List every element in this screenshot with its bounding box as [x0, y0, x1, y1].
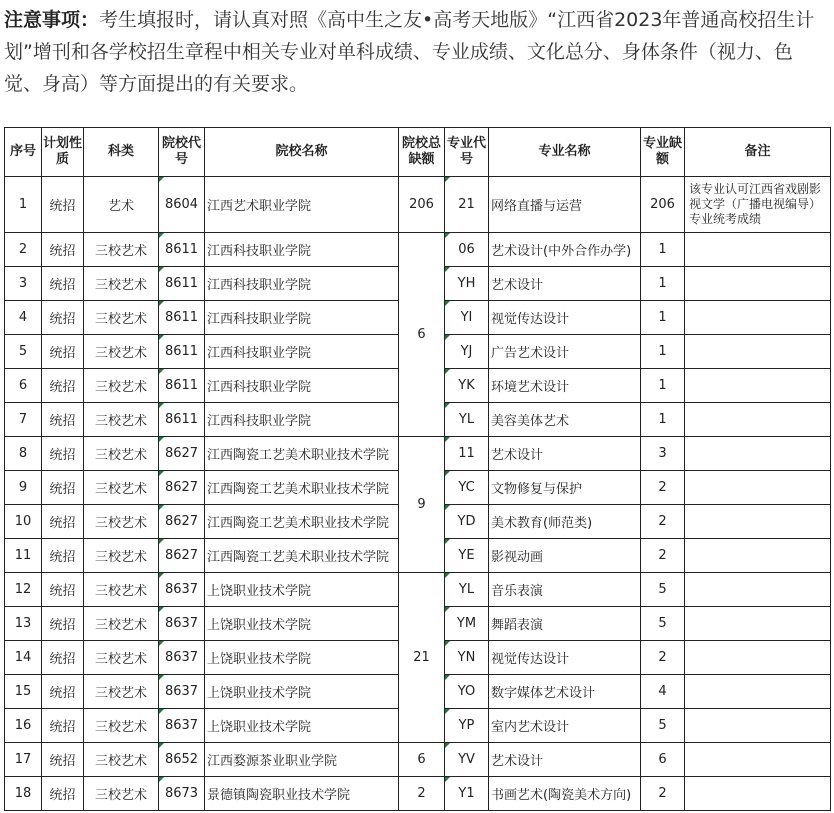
cell-nature: 统招: [42, 233, 84, 267]
cell-category: 三校艺术: [84, 369, 159, 403]
cell-seq: 5: [5, 335, 42, 369]
cell-major-vacancy: 206: [641, 177, 685, 233]
cell-category: 三校艺术: [84, 267, 159, 301]
cell-major-vacancy: 1: [641, 403, 685, 437]
cell-school-code: 8637: [159, 641, 205, 675]
cell-school-name: 江西艺术职业学院: [205, 177, 399, 233]
cell-nature: 统招: [42, 471, 84, 505]
cell-remark: [685, 369, 831, 403]
table-row: [5, 573, 831, 607]
cell-remark: [685, 505, 831, 539]
cell-school-vacancy: 206: [399, 177, 445, 233]
cell-category: 三校艺术: [84, 777, 159, 811]
cell-seq: 12: [5, 573, 42, 607]
cell-major-vacancy: 1: [641, 233, 685, 267]
cell-major-name: 环境艺术设计: [489, 369, 641, 403]
cell-major-vacancy: 3: [641, 437, 685, 471]
cell-major-name: 室内艺术设计: [489, 709, 641, 743]
cell-seq: 16: [5, 709, 42, 743]
cell-school-code: 8611: [159, 301, 205, 335]
cell-category: 三校艺术: [84, 301, 159, 335]
cell-major-code: YL: [445, 573, 489, 607]
cell-seq: 18: [5, 777, 42, 811]
cell-major-name: 艺术设计: [489, 437, 641, 471]
cell-school-code: 8611: [159, 335, 205, 369]
cell-remark: [685, 437, 831, 471]
cell-school-name: 江西科技职业学院: [205, 369, 399, 403]
cell-major-code: YV: [445, 743, 489, 777]
cell-category: 三校艺术: [84, 675, 159, 709]
cell-major-code: 21: [445, 177, 489, 233]
cell-nature: 统招: [42, 505, 84, 539]
table-row: [5, 777, 831, 811]
cell-major-name: 美容美体艺术: [489, 403, 641, 437]
cell-remark: [685, 267, 831, 301]
header-seq: 序号: [5, 128, 42, 177]
cell-major-code: Y1: [445, 777, 489, 811]
cell-school-vacancy: 6: [399, 743, 445, 777]
cell-major-name: 文物修复与保护: [489, 471, 641, 505]
cell-major-vacancy: 5: [641, 607, 685, 641]
cell-major-vacancy: 1: [641, 369, 685, 403]
cell-major-code: YN: [445, 641, 489, 675]
cell-seq: 11: [5, 539, 42, 573]
cell-category: 三校艺术: [84, 233, 159, 267]
cell-nature: 统招: [42, 573, 84, 607]
cell-remark: [685, 607, 831, 641]
cell-remark: [685, 573, 831, 607]
cell-remark: [685, 641, 831, 675]
cell-major-name: 舞蹈表演: [489, 607, 641, 641]
cell-nature: 统招: [42, 177, 84, 233]
cell-major-name: 书画艺术(陶瓷美术方向): [489, 777, 641, 811]
cell-school-code: 8637: [159, 709, 205, 743]
cell-school-name: 上饶职业技术学院: [205, 573, 399, 607]
table-row: [5, 743, 831, 777]
cell-category: 三校艺术: [84, 403, 159, 437]
cell-major-name: 网络直播与运营: [489, 177, 641, 233]
cell-school-name: 江西科技职业学院: [205, 335, 399, 369]
cell-major-code: YM: [445, 607, 489, 641]
cell-category: 三校艺术: [84, 437, 159, 471]
cell-major-name: 影视动画: [489, 539, 641, 573]
cell-major-code: YE: [445, 539, 489, 573]
cell-nature: 统招: [42, 403, 84, 437]
cell-remark: [685, 539, 831, 573]
cell-major-vacancy: 1: [641, 267, 685, 301]
cell-major-code: YD: [445, 505, 489, 539]
cell-school-code: 8627: [159, 539, 205, 573]
cell-remark: [685, 675, 831, 709]
cell-seq: 3: [5, 267, 42, 301]
cell-category: 艺术: [84, 177, 159, 233]
cell-major-name: 音乐表演: [489, 573, 641, 607]
cell-nature: 统招: [42, 743, 84, 777]
cell-seq: 6: [5, 369, 42, 403]
header-major-name: 专业名称: [489, 128, 641, 177]
cell-major-vacancy: 2: [641, 777, 685, 811]
cell-school-name: 上饶职业技术学院: [205, 641, 399, 675]
cell-seq: 9: [5, 471, 42, 505]
cell-major-code: YO: [445, 675, 489, 709]
cell-major-vacancy: 1: [641, 335, 685, 369]
table-header-row: [5, 128, 831, 177]
cell-category: 三校艺术: [84, 607, 159, 641]
cell-school-code: 8604: [159, 177, 205, 233]
vacancy-table: [4, 127, 831, 811]
cell-school-code: 8637: [159, 573, 205, 607]
cell-major-name: 艺术设计: [489, 267, 641, 301]
cell-major-name: 视觉传达设计: [489, 301, 641, 335]
cell-school-name: 江西陶瓷工艺美术职业技术学院: [205, 505, 399, 539]
cell-school-name: 江西科技职业学院: [205, 301, 399, 335]
cell-school-name: 江西婺源茶业职业学院: [205, 743, 399, 777]
cell-seq: 2: [5, 233, 42, 267]
cell-major-vacancy: 1: [641, 301, 685, 335]
cell-category: 三校艺术: [84, 539, 159, 573]
cell-school-code: 8627: [159, 471, 205, 505]
cell-school-name: 江西陶瓷工艺美术职业技术学院: [205, 437, 399, 471]
cell-school-code: 8637: [159, 675, 205, 709]
cell-school-name: 江西陶瓷工艺美术职业技术学院: [205, 471, 399, 505]
cell-major-code: YL: [445, 403, 489, 437]
cell-school-code: 8611: [159, 369, 205, 403]
cell-school-code: 8627: [159, 505, 205, 539]
cell-major-vacancy: 2: [641, 641, 685, 675]
cell-major-vacancy: 2: [641, 539, 685, 573]
cell-school-code: 8611: [159, 403, 205, 437]
cell-remark: 该专业认可江西省戏剧影视文学（广播电视编导）专业统考成绩: [685, 177, 831, 233]
notice-paragraph: [4, 4, 828, 100]
cell-remark: [685, 743, 831, 777]
cell-seq: 14: [5, 641, 42, 675]
cell-major-vacancy: 2: [641, 471, 685, 505]
cell-nature: 统招: [42, 301, 84, 335]
cell-school-name: 上饶职业技术学院: [205, 709, 399, 743]
table-row: [5, 233, 831, 267]
cell-seq: 17: [5, 743, 42, 777]
notice-text: 考生填报时，请认真对照《高中生之友•高考天地版》“江西省2023年普通高校招生计划”增刊和各学校招生章程中相关专业对单科成绩、专业成绩、文化总分、身体条件（视力、色觉、身高）等方面提出的有关要求。: [4, 9, 815, 95]
cell-category: 三校艺术: [84, 573, 159, 607]
cell-nature: 统招: [42, 607, 84, 641]
cell-seq: 7: [5, 403, 42, 437]
cell-nature: 统招: [42, 709, 84, 743]
cell-major-code: 11: [445, 437, 489, 471]
cell-major-name: 艺术设计(中外合作办学): [489, 233, 641, 267]
cell-remark: [685, 233, 831, 267]
cell-seq: 15: [5, 675, 42, 709]
cell-remark: [685, 301, 831, 335]
cell-nature: 统招: [42, 335, 84, 369]
cell-nature: 统招: [42, 369, 84, 403]
cell-school-vacancy: 21: [399, 573, 445, 743]
cell-category: 三校艺术: [84, 335, 159, 369]
header-remark: 备注: [685, 128, 831, 177]
cell-major-code: YC: [445, 471, 489, 505]
cell-category: 三校艺术: [84, 709, 159, 743]
cell-school-code: 8652: [159, 743, 205, 777]
cell-major-name: 视觉传达设计: [489, 641, 641, 675]
cell-nature: 统招: [42, 777, 84, 811]
cell-school-name: 江西陶瓷工艺美术职业技术学院: [205, 539, 399, 573]
cell-school-code: 8611: [159, 267, 205, 301]
header-school-vacancy: 院校总缺额: [399, 128, 445, 177]
cell-major-vacancy: 5: [641, 709, 685, 743]
cell-remark: [685, 777, 831, 811]
cell-nature: 统招: [42, 675, 84, 709]
header-nature: 计划性质: [42, 128, 84, 177]
cell-remark: [685, 335, 831, 369]
cell-major-vacancy: 6: [641, 743, 685, 777]
cell-major-code: 06: [445, 233, 489, 267]
cell-school-code: 8637: [159, 607, 205, 641]
cell-school-name: 上饶职业技术学院: [205, 675, 399, 709]
header-major-code: 专业代号: [445, 128, 489, 177]
cell-major-name: 艺术设计: [489, 743, 641, 777]
header-school-code: 院校代号: [159, 128, 205, 177]
cell-school-name: 江西科技职业学院: [205, 403, 399, 437]
cell-seq: 4: [5, 301, 42, 335]
cell-remark: [685, 709, 831, 743]
cell-seq: 10: [5, 505, 42, 539]
cell-school-name: 上饶职业技术学院: [205, 607, 399, 641]
cell-school-code: 8611: [159, 233, 205, 267]
cell-major-vacancy: 2: [641, 505, 685, 539]
cell-major-vacancy: 5: [641, 573, 685, 607]
cell-seq: 13: [5, 607, 42, 641]
cell-major-vacancy: 4: [641, 675, 685, 709]
cell-major-code: YJ: [445, 335, 489, 369]
table-row: [5, 177, 831, 233]
cell-school-name: 江西科技职业学院: [205, 267, 399, 301]
cell-school-name: 江西科技职业学院: [205, 233, 399, 267]
cell-seq: 8: [5, 437, 42, 471]
cell-major-name: 广告艺术设计: [489, 335, 641, 369]
cell-major-name: 数字媒体艺术设计: [489, 675, 641, 709]
header-school-name: 院校名称: [205, 128, 399, 177]
table-row: [5, 437, 831, 471]
cell-nature: 统招: [42, 437, 84, 471]
cell-nature: 统招: [42, 539, 84, 573]
cell-seq: 1: [5, 177, 42, 233]
cell-school-code: 8627: [159, 437, 205, 471]
cell-remark: [685, 403, 831, 437]
cell-school-name: 景德镇陶瓷职业技术学院: [205, 777, 399, 811]
cell-major-name: 美术教育(师范类): [489, 505, 641, 539]
header-major-vacancy: 专业缺额: [641, 128, 685, 177]
notice-label: 注意事项：: [4, 9, 100, 31]
cell-category: 三校艺术: [84, 471, 159, 505]
cell-category: 三校艺术: [84, 505, 159, 539]
cell-remark: [685, 471, 831, 505]
cell-major-code: YP: [445, 709, 489, 743]
cell-school-vacancy: 6: [399, 233, 445, 437]
header-category: 科类: [84, 128, 159, 177]
cell-nature: 统招: [42, 641, 84, 675]
cell-school-code: 8673: [159, 777, 205, 811]
cell-nature: 统招: [42, 267, 84, 301]
cell-category: 三校艺术: [84, 641, 159, 675]
cell-major-code: YI: [445, 301, 489, 335]
cell-school-vacancy: 2: [399, 777, 445, 811]
cell-school-vacancy: 9: [399, 437, 445, 573]
cell-major-code: YH: [445, 267, 489, 301]
cell-major-code: YK: [445, 369, 489, 403]
cell-category: 三校艺术: [84, 743, 159, 777]
